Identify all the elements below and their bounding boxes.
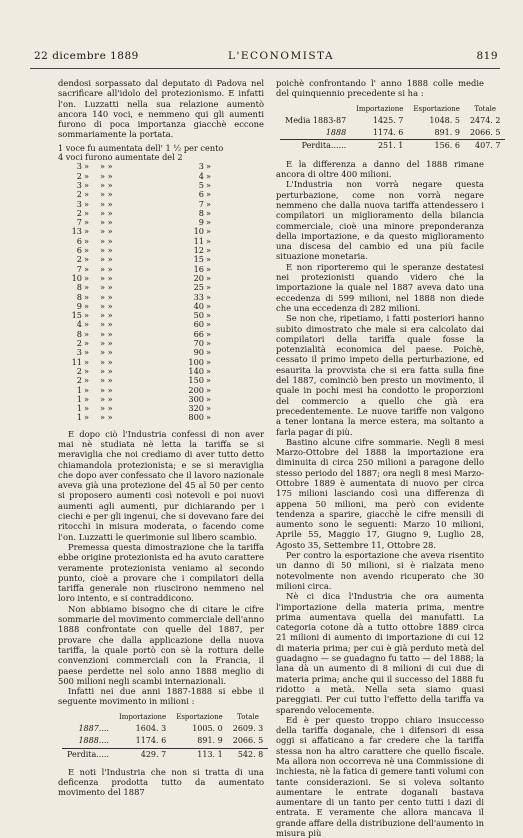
ditto-mark: » » [100,347,113,358]
right-intro: poichè confrontando l' anno 1888 colle medie del quinquennio precedente si ha : [276,78,484,99]
tariff-percent: 12 [193,245,204,256]
ditto-mark: » » [100,282,113,293]
tariff-count: 15 [71,310,82,321]
row-label: Perdita...... [280,140,351,153]
ditto-mark: » [84,393,90,404]
tariff-percent: 40 [193,300,204,311]
trade-table-1887-1888 [62,711,268,761]
tariff-count: 1 [76,412,82,423]
tariff-percent: 90 [193,347,204,358]
tariff-count: 11 [71,356,82,367]
cell-import: 1174. 6 [372,128,404,138]
ditto-mark: » [206,319,212,330]
tariff-count: 8 [76,291,82,302]
ditto-mark: » [84,263,90,274]
ditto-mark: » [206,300,212,311]
ditto-mark: » [84,179,90,190]
tariff-count: 9 [76,300,82,311]
tariff-percent: 9 [198,217,204,228]
cell-import: 1174. 6 [135,736,167,746]
tariff-percent: 3 [198,161,204,172]
tariff-percent: 4 [198,170,204,181]
tariff-count: 1 [76,403,82,414]
ditto-mark: » [206,263,212,274]
ditto-mark: » » [100,217,113,228]
tariff-percent: 60 [193,319,204,330]
cell-total: 2609. 3 [232,724,264,733]
ditto-mark: » » [100,272,113,283]
ditto-mark: » [206,384,212,395]
ditto-mark: » » [100,328,113,339]
col-total: Totale [474,104,497,113]
ditto-mark: » [206,365,212,376]
tariff-percent: 25 [193,282,204,293]
right-para-2: L'Industria non vorrà negare questa perturbazione, come non vorrà negare nemmeno che dalla nuova tariffa attendessero i compilatori un miglioramento della bilancia commerciale, cioè una minore preponderanza della importazione, e da questo miglioramento una discesa del cambio ed una più facile situazione monetaria. [276,179,484,262]
tariff-percent: 300 [188,393,204,404]
tariff-percent: 8 [198,207,204,218]
ditto-mark: » [206,347,212,358]
ditto-mark: » [206,179,212,190]
tariff-rows [58,162,264,422]
ditto-mark: » [84,365,90,376]
ditto-mark: » [84,328,90,339]
right-para-6: Per contro la esportazione che aveva risentito un danno di 50 milioni, si è rialzata meno notevolmente non avendo ricuperato che 30 milioni circa. [276,550,484,591]
tariff-percent: 11 [193,235,204,246]
tariff-header-2: 4 voci furono aumentate del 2 [58,152,183,163]
ditto-mark: » » [100,300,113,311]
tariff-count: 3 [76,161,82,172]
col-export: Esportazione [176,712,223,721]
tariff-percent: 70 [193,338,204,349]
cell-import: 1604. 3 [135,724,167,733]
tariff-count: 8 [76,328,82,339]
ditto-mark: » [84,282,90,293]
ditto-mark: » [84,356,90,367]
ditto-mark: » [206,328,212,339]
table-row [280,115,505,127]
right-para-7: Nè ci dica l'Industria che ora aumenta l'importazione della materia prima, mentre prima aumentava quella dei manufatti. La categoria cotone dà a tutto ottobre 1889 circa 21 milioni di aumento di importazione di cui 12 di materia prima; per cui è già perduto metà del guadagno — se guadagno fu tatto — del 1888; la lana dà un aumento di 8 milioni di cui due di materia prima; anche qui il successo del 1888 fu ridotto a metà. Nella seta siamo quasi pareggiati. Per cui tutto l'effetto della tariffa va sparendo velocemente. [276,591,484,715]
right-para-3: E non riporteremo qui le speranze destatesi nei protezionisti quando videro che la importazione la quale nel 1887 aveva dato una eccedenza di 599 milioni, nel 1888 non diede che una eccedenza di 282 milioni. [276,261,484,313]
ditto-mark: » [84,319,90,330]
ditto-mark: » » [100,384,113,395]
col-export: Esportazione [413,104,460,113]
tariff-percent: 7 [198,198,204,209]
tariff-percent: 33 [193,291,204,302]
tariff-percent: 140 [188,365,204,376]
ditto-mark: » » [100,375,113,386]
tariff-percent: 100 [188,356,204,367]
ditto-mark: » » [100,338,113,349]
tariff-percent: 150 [188,375,204,386]
row-label: Perdita..... [62,748,114,761]
table-header-row [62,711,268,723]
ditto-mark: » [206,235,212,246]
cell-export: 1048. 5 [429,115,460,125]
ditto-mark: » [206,282,212,293]
ditto-mark: » » [100,356,113,367]
ditto-mark: » [206,217,212,228]
tariff-percent: 320 [188,403,204,414]
ditto-mark: » [206,338,212,349]
tariff-percent: 10 [193,226,204,237]
ditto-mark: » » [100,263,113,274]
ditto-mark: » » [100,403,113,414]
tariff-count: 3 [76,198,82,209]
tariff-header-1: 1 voce fu aumentata dell' 1 ½ per cento [58,142,224,153]
tariff-percent: 20 [193,272,204,283]
ditto-mark: » » [100,207,113,218]
header-rule [30,68,500,69]
left-para-2: Premessa questa dimostrazione che la tariffa ebbe origine protezionista ed ha avuto carattere veramente protezionista veniamo al secondo punto, cioè a provare che i compilatori della tariffa generale non riuscirono nemmeno nel loro intento, e si contraddicono. [58,541,264,604]
ditto-mark: » [206,198,212,209]
ditto-mark: » [84,245,90,256]
ditto-mark: » » [100,189,113,200]
tariff-percent: 800 [188,412,204,423]
col-total: Totale [237,712,259,721]
tariff-count: 2 [76,254,82,265]
cell-import: 429. 7 [114,748,171,761]
ditto-mark: » » [100,254,113,265]
cell-export: 156. 6 [408,140,465,153]
ditto-mark: » [206,393,212,404]
ditto-mark: » » [100,393,113,404]
right-para-4: Se non che, ripetiamo, i fatti posteriori hanno subito dimostrato che male si era calcolato dai compilatori della tariffa quale fosse la potenzialità economica del paese. Poichè, cessato il primo impeto della perturbazione, ed esaurita la provvista che si era fatta sulla fine del 1887, cominciò ben presto un movimento, il quale in pochi mesi ha condotto le proporzioni del commercio a quello che già era precedentemente. Le nuove tariffe non valgono a tener lontana la merce estera, ma soltanto a farla pagar di più. [276,313,484,437]
cell-import: 1425. 7 [372,115,404,125]
row-label: 1888 [325,128,347,138]
table-header-row [280,103,505,115]
left-para-4: Infatti nei due anni 1887-1888 si ebbe il seguente movimento in milioni : [58,686,264,707]
tariff-count: 2 [76,365,82,376]
ditto-mark: » » [100,310,113,321]
ditto-mark: » [206,356,212,367]
table-total-row [62,748,268,761]
ditto-mark: » [206,161,212,172]
ditto-mark: » [84,375,90,386]
tariff-count: 3 [76,347,82,358]
ditto-mark: » [206,170,212,181]
ditto-mark: » » [100,235,113,246]
ditto-mark: » [84,254,90,265]
cell-total: 542. 8 [228,748,269,761]
ditto-mark: » [84,189,90,200]
tariff-count: 2 [76,189,82,200]
cell-total: 2474. 2 [469,115,501,125]
ditto-mark: » [84,412,90,423]
right-para-8: Ed è per questo troppo chiaro insuccesso della tariffa doganale, che i difensori di essa oggi si affaticano a far credere che la tariffa stessa non ha altro carattere che quello fiscale. Ma allora non occorreva nè una Commissione di inchiesta, nè la fatica di gemere tanti volumi con tante considerazioni. Se si voleva soltanto aumentare le entrate doganali bastava aumentare di un tanto per cento tutti i dazi di entrata. E veramente che allora mancava il grande affare della distribuzione dell'aumento in misura più [276,714,484,838]
left-column [58,78,264,798]
journal-title: L'ECONOMISTA [228,50,335,62]
tariff-count: 6 [76,235,82,246]
ditto-mark: » [84,161,90,172]
ditto-mark: » [206,254,212,265]
cell-export: 891. 9 [197,736,223,746]
tariff-percent: 50 [193,310,204,321]
ditto-mark: » [206,403,212,414]
tariff-count: 2 [76,338,82,349]
ditto-mark: » » [100,170,113,181]
cell-total: 2066. 5 [232,736,264,746]
table-total-row [280,140,505,153]
tariff-percent: 15 [193,254,204,265]
tariff-count: 2 [76,207,82,218]
col-import: Importazione [118,712,167,721]
ditto-mark: » » [100,226,113,237]
row-label: 1887.... [78,724,109,733]
left-para-1: E dopo ciò l'Industria confessi di non aver mai nè studiata nè letta la tariffa se si meraviglia che noi crediamo di aver tutto detto chiamandola protezionista; e se si meraviglia che dopo aver confessato che il lavoro nazionale aveva già una protezione del 45 al 50 per cento si proposero aumenti così notevoli e poi nuovi aumenti agli aumenti, pur dichiarando per i ciechi e per gli ingenui, che si dovevano fare dei ritocchi in misura moderata, o facendo come l'on. Luzzatti le querimonie sul libero scambio. [58,428,264,542]
ditto-mark: » » [100,412,113,423]
ditto-mark: » [84,207,90,218]
left-para-3: Non abbiamo bisogno che di citare le cifre sommarie del movimento commerciale dell'anno 1888 confrontate con quelle del 1887, per provare che dalla applicazione della nuova tariffa, la quale portò con sè la rottura delle convenzioni commerciali con la Francia, il paese perdette nel solo anno 1888 meglio di 500 milioni negli scambi internazionali. [58,603,264,686]
ditto-mark: » » [100,161,113,172]
tariff-count: 6 [76,245,82,256]
cell-total: 407. 7 [465,140,506,153]
ditto-mark: » [206,375,212,386]
ditto-mark: » [206,189,212,200]
ditto-mark: » [84,217,90,228]
trade-table-average [280,103,505,153]
col-import: Importazione [356,104,404,113]
ditto-mark: » [206,207,212,218]
ditto-mark: » [206,310,212,321]
ditto-mark: » » [100,179,113,190]
ditto-mark: » [84,226,90,237]
ditto-mark: » [84,384,90,395]
cell-total: 2066. 5 [469,128,501,138]
ditto-mark: » » [100,319,113,330]
ditto-mark: » [84,347,90,358]
tariff-percent: 200 [188,384,204,395]
tariff-percent: 6 [198,189,204,200]
tariff-count: 1 [76,393,82,404]
ditto-mark: » » [100,198,113,209]
ditto-mark: » [206,412,212,423]
table-row [62,735,268,748]
ditto-mark: » [84,198,90,209]
tariff-count: 4 [76,319,82,330]
left-para-5: E noti l'Industria che non si tratta di una deficenza prodotta tutto da aumentato movimento del 1887 [58,766,264,798]
ditto-mark: » » [100,365,113,376]
page-header [28,50,498,64]
cell-export: 113. 1 [171,748,228,761]
tariff-count: 13 [71,226,82,237]
ditto-mark: » [84,272,90,283]
ditto-mark: » [84,403,90,414]
tariff-count: 2 [76,375,82,386]
ditto-mark: » [84,235,90,246]
table-row [280,127,505,140]
tariff-percent: 66 [193,328,204,339]
tariff-count: 8 [76,282,82,293]
table-row [62,723,268,735]
tariff-count: 2 [76,170,82,181]
ditto-mark: » [84,338,90,349]
ditto-mark: » [206,291,212,302]
ditto-mark: » [84,310,90,321]
cell-import: 251. 1 [351,140,408,153]
ditto-mark: » » [100,245,113,256]
left-intro: dendosi sorpassato dal deputato di Padova nel sacrificare all'idolo del protezionismo. E infatti l'on. Luzzatti nella sua relazione aumentò ancora 140 voci, e nemmeno qui gli aumenti furono di poca importanza giacchè eccone sommariamente la portata. [58,78,264,140]
row-label: Media 1883-87 [285,115,347,125]
ditto-mark: » [206,226,212,237]
tariff-count: 10 [71,272,82,283]
header-date: 22 dicembre 1889 [34,50,139,62]
ditto-mark: » [206,272,212,283]
ditto-mark: » [84,300,90,311]
row-label: 1888.... [78,736,109,746]
tariff-percent: 16 [193,263,204,274]
ditto-mark: » [84,291,90,302]
tariff-count: 3 [76,179,82,190]
page-number: 819 [476,50,498,62]
right-column [276,78,501,838]
tariff-count: 7 [76,263,82,274]
ditto-mark: » [206,245,212,256]
ditto-mark: » » [100,291,113,302]
ditto-mark: » [84,170,90,181]
cell-export: 1005. 0 [192,724,223,733]
tariff-list [58,144,264,423]
tariff-count: 7 [76,217,82,228]
tariff-count: 1 [76,384,82,395]
tariff-percent: 5 [198,179,204,190]
right-para-1: E la differenza a danno del 1888 rimane ancora di oltre 400 milioni. [276,158,484,180]
cell-export: 891. 9 [434,128,460,138]
right-para-5: Bastino alcune cifre sommarie. Negli 8 mesi Marzo-Ottobre del 1888 la importazione era diminuita di circa 250 milioni a paragone dello stesso periodo del 1887; ora negli 8 mesi Marzo-Ottobre 1889 è aumentata di nuovo per circa 175 milioni lasciando così una differenza di appena 50 milioni, ma però con evidente tendenza a sparire, giacchè le cifre mensili di aumento sono le seguenti: Marzo 10 milioni, Aprile 55, Maggio 17, Giugno 9, Luglio 28, Agosto 35, Settembre 11, Ottobre 28. [276,436,484,550]
tariff-row [58,413,264,422]
